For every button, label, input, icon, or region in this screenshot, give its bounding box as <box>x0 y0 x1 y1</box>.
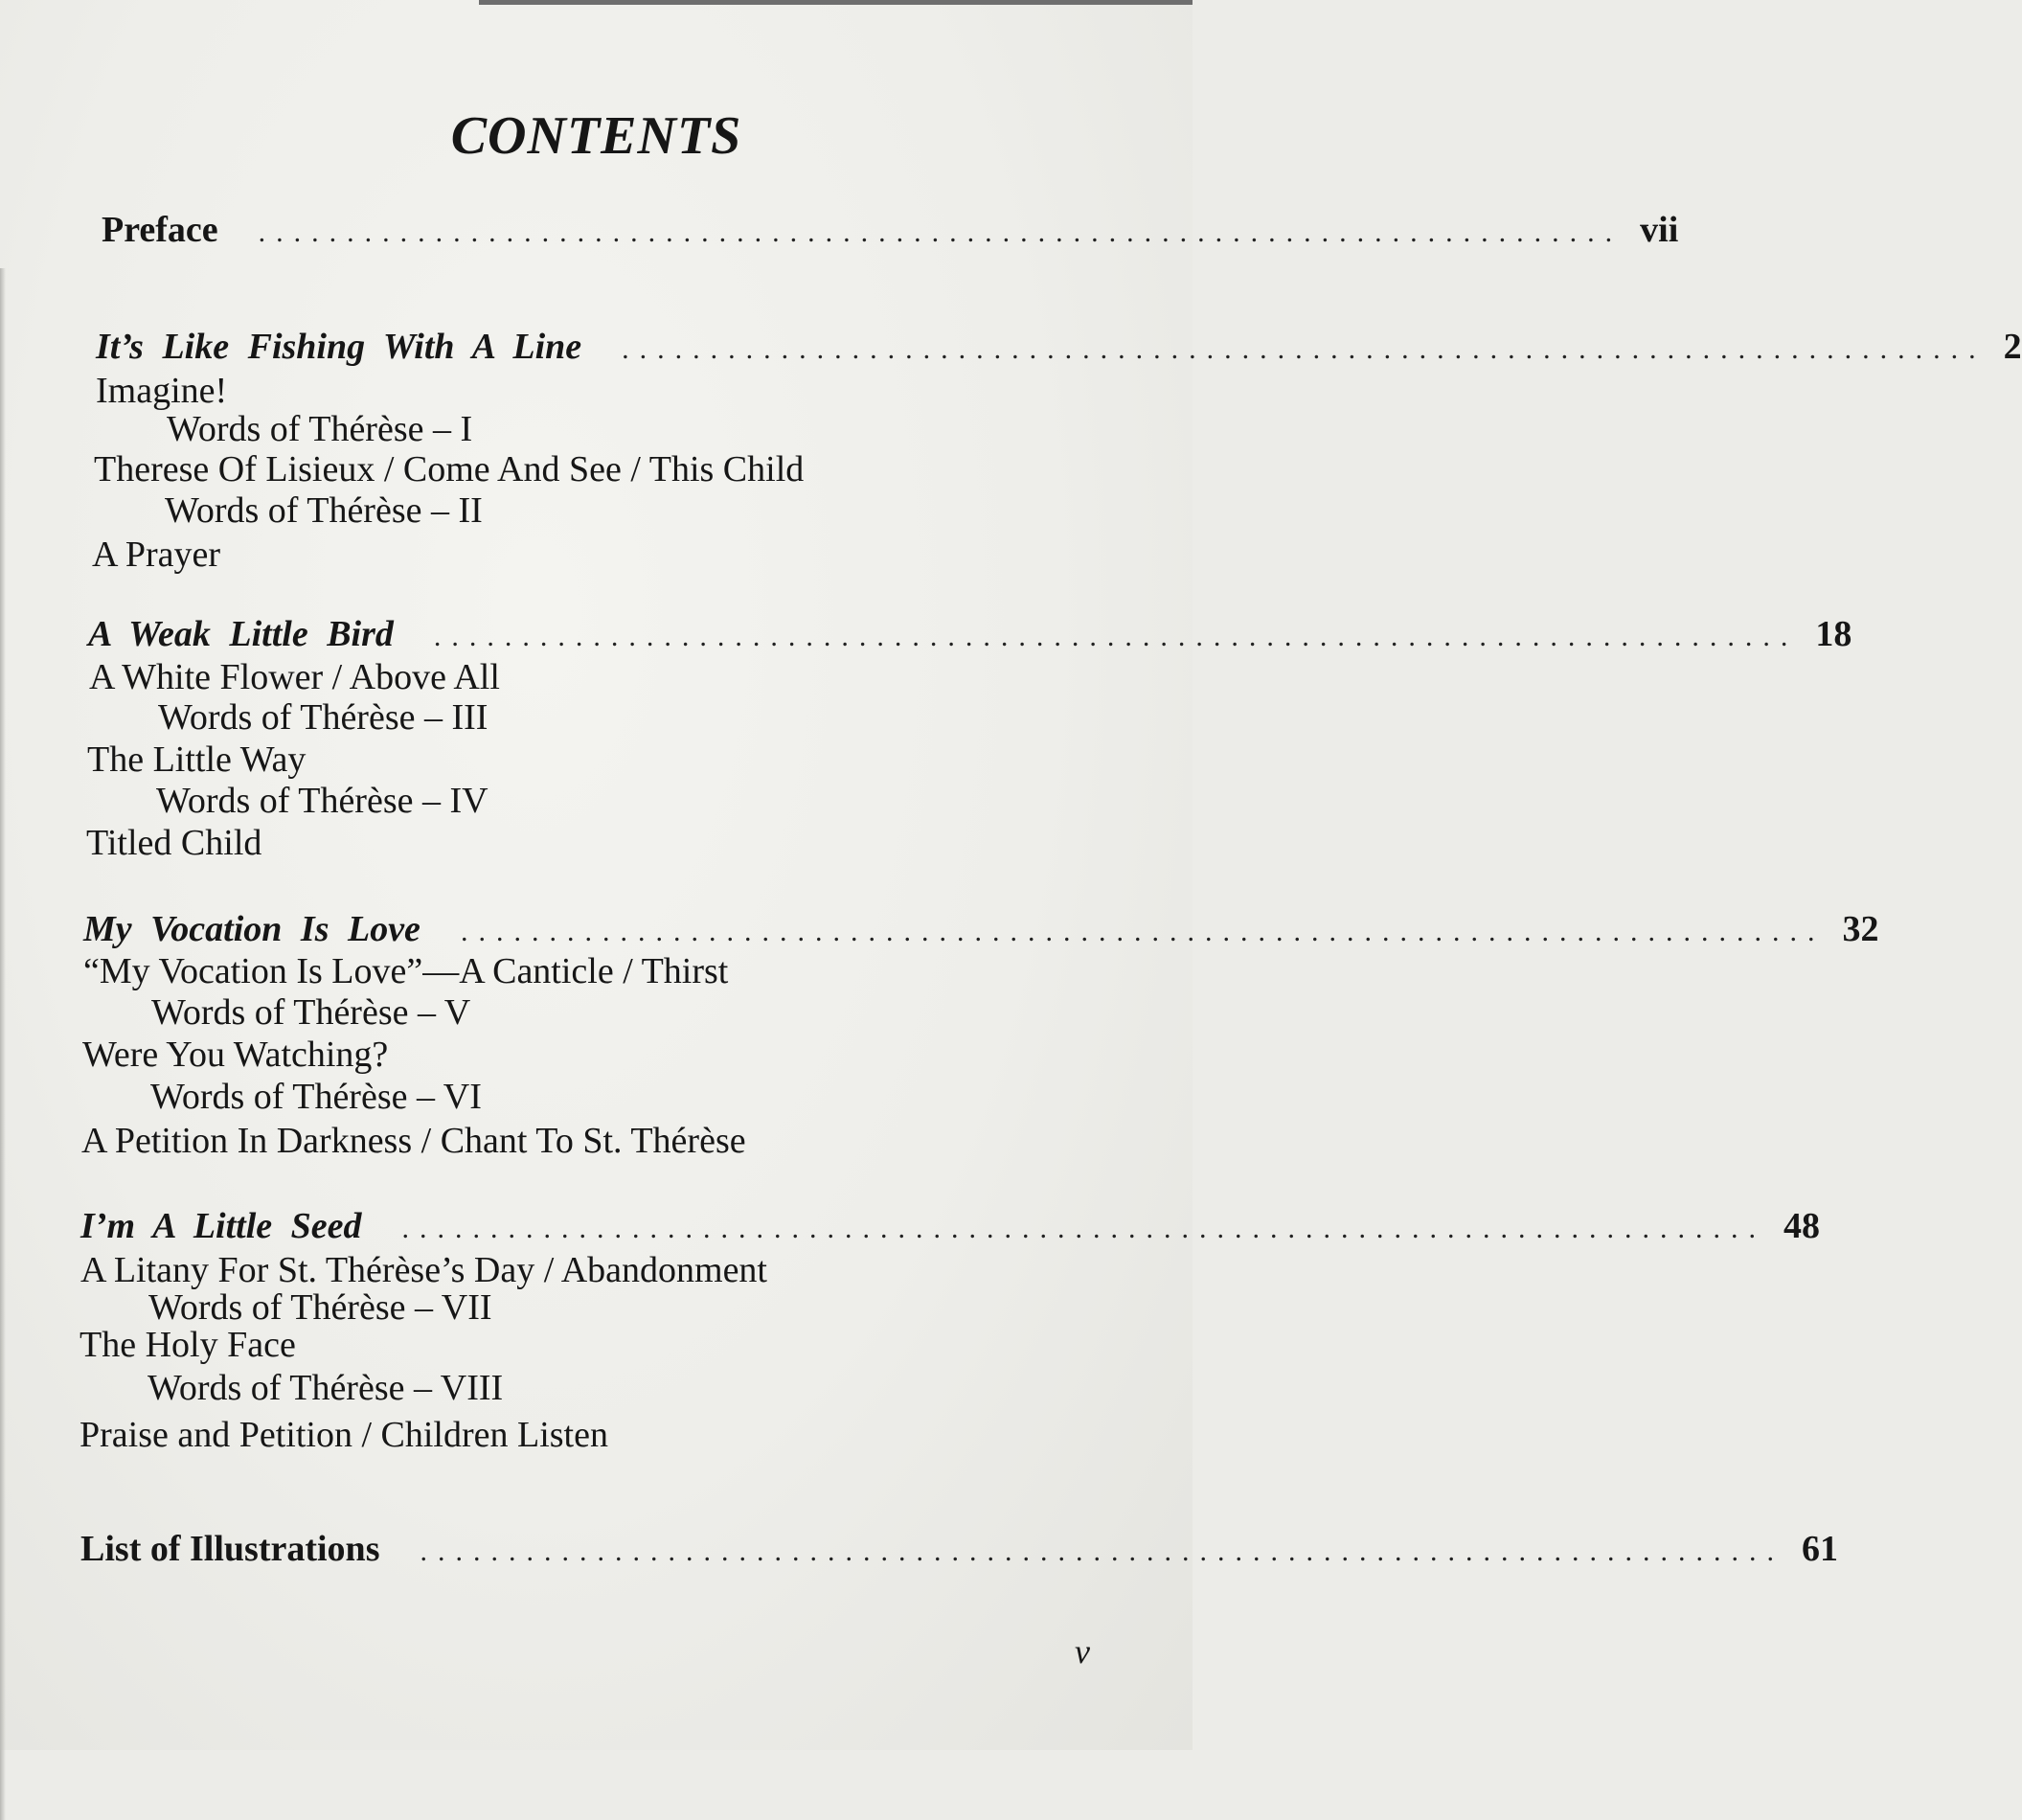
toc-row-section-2 <box>88 613 1852 655</box>
toc-page-number: 32 <box>1842 909 1879 949</box>
toc-heading: My Vocation Is Love <box>83 909 420 949</box>
toc-entry: A Petition In Darkness / Chant To St. Thérèse <box>81 1121 746 1161</box>
toc-heading: It’s Like Fishing With A Line <box>96 327 582 367</box>
toc-page-number: 2 <box>2003 327 2022 367</box>
toc-row-illustrations <box>80 1528 1838 1570</box>
toc-subentry: Words of Thérèse – III <box>158 697 488 738</box>
page-edge-shadow <box>479 0 1193 5</box>
toc-page-number: 18 <box>1815 614 1852 654</box>
toc-entry: Therese Of Lisieux / Come And See / This Child <box>94 449 805 489</box>
toc-entry: Imagine! <box>96 371 228 411</box>
toc-subentry: Words of Thérèse – V <box>151 992 471 1033</box>
toc-heading: List of Illustrations <box>80 1529 380 1569</box>
toc-page-number: 48 <box>1783 1206 1821 1246</box>
dot-leader: ............................................................................. <box>622 333 1987 365</box>
toc-row-preface <box>102 209 1679 251</box>
toc-subentry: Words of Thérèse – VII <box>148 1287 492 1328</box>
toc-subentry: Words of Thérèse – II <box>165 490 483 531</box>
binding-shadow <box>0 268 6 1820</box>
toc-entry: A Litany For St. Thérèse’s Day / Abandonment <box>80 1250 767 1290</box>
toc-page-number: vii <box>1640 210 1679 250</box>
page-folio: v <box>1075 1632 1090 1671</box>
toc-subentry: Words of Thérèse – I <box>167 409 473 449</box>
toc-entry: The Little Way <box>87 739 307 780</box>
toc-entry: The Holy Face <box>80 1325 296 1365</box>
toc-entry: A White Flower / Above All <box>89 657 500 697</box>
toc-entry: A Prayer <box>92 535 221 575</box>
toc-subentry: Words of Thérèse – VI <box>150 1077 482 1117</box>
toc-subentry: Words of Thérèse – VIII <box>148 1368 504 1408</box>
page-title: CONTENTS <box>450 106 742 166</box>
toc-row-section-3 <box>83 908 1879 950</box>
toc-subentry: Words of Thérèse – IV <box>156 781 488 821</box>
toc-heading: I’m A Little Seed <box>80 1206 362 1246</box>
toc-heading: A Weak Little Bird <box>88 614 394 654</box>
dot-leader: ............................................................................. <box>401 1213 1767 1244</box>
toc-row-section-1 <box>96 326 2022 368</box>
toc-entry: Were You Watching? <box>82 1035 389 1075</box>
dot-leader: ............................................................................. <box>258 216 1624 248</box>
toc-heading: Preface <box>102 210 218 250</box>
dot-leader: ............................................................................. <box>460 916 1826 947</box>
toc-row-section-4 <box>80 1205 1821 1247</box>
toc-page-number: 61 <box>1801 1529 1838 1569</box>
dot-leader: ............................................................................. <box>433 621 1799 652</box>
toc-entry: “My Vocation Is Love”—A Canticle / Thirst <box>83 951 729 991</box>
toc-entry: Praise and Petition / Children Listen <box>80 1415 608 1455</box>
dot-leader: ............................................................................. <box>420 1536 1784 1567</box>
toc-entry: Titled Child <box>86 823 262 863</box>
